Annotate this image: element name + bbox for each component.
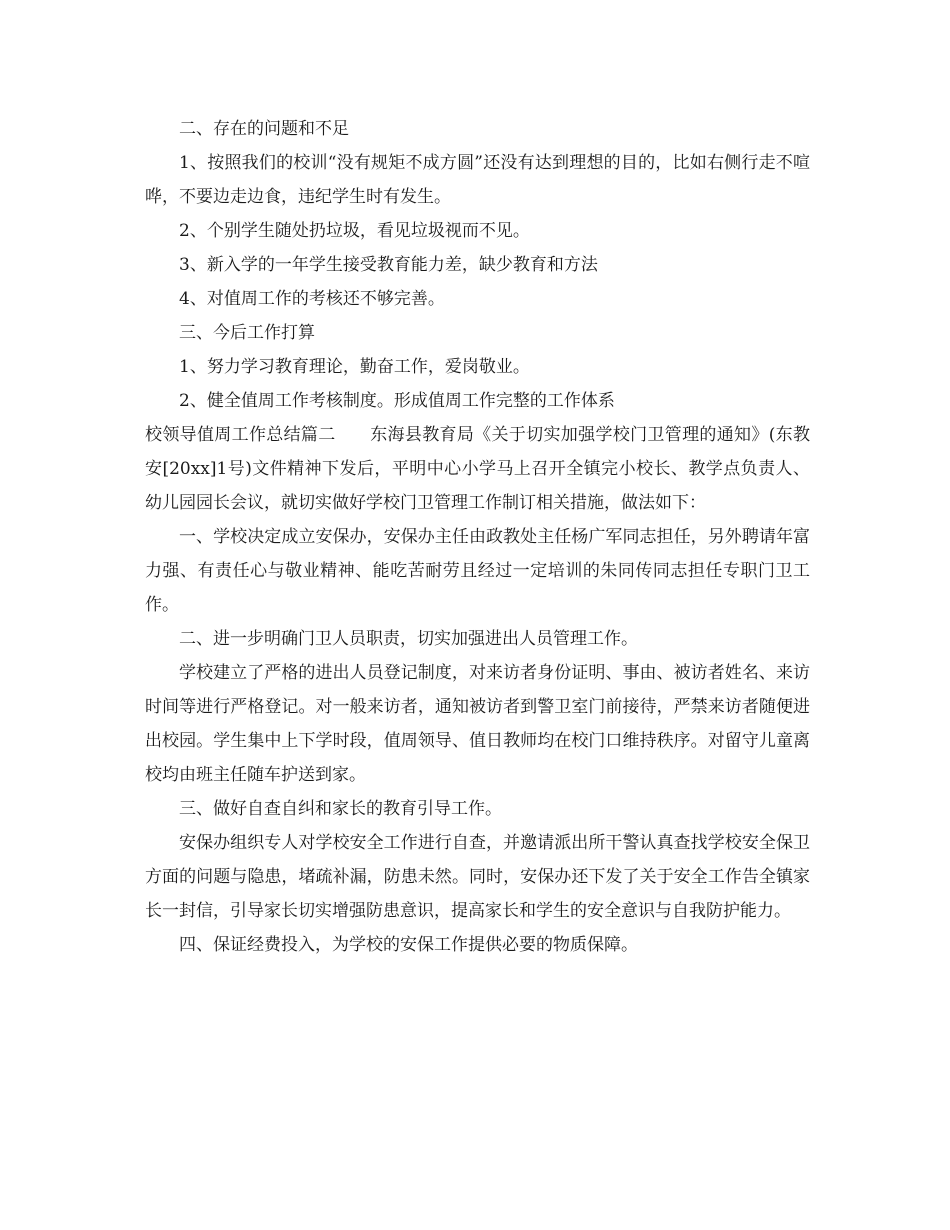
section-heading-self-check: 三、做好自查自纠和家长的教育引导工作。 — [179, 799, 502, 819]
paragraph: 2、健全值周工作考核制度。形成值周工作完整的工作体系 — [179, 391, 615, 411]
paragraph: 2、个别学生随处扔垃圾，看见垃圾视而不见。 — [179, 221, 530, 241]
paragraph: 安保办组织专人对学校安全工作进行自查，并邀请派出所干警认真查找学校安全保卫方面的问题与隐患，堵疏补漏，防患未然。同时，安保办还下发了关于安全工作告全镇家长一封信，引导家长切实增强防患意识，提高家长和学生的安全意识与自我防护能力。 — [145, 833, 810, 921]
section-heading-funding: 四、保证经费投入，为学校的安保工作提供必要的物质保障。 — [179, 935, 638, 955]
section-heading-guard-duties: 二、进一步明确门卫人员职责，切实加强进出人员管理工作。 — [179, 629, 638, 649]
paragraph: 4、对值周工作的考核还不够完善。 — [179, 289, 445, 309]
paragraph: 1、努力学习教育理论，勤奋工作，爱岗敬业。 — [179, 357, 530, 377]
paragraph: 3、新入学的一年学生接受教育能力差，缺少教育和方法 — [179, 255, 598, 275]
article-title-paragraph: 校领导值周工作总结篇二 东海县教育局《关于切实加强学校门卫管理的通知》(东教安[20xx]1号)文件精神下发后，平明中心小学马上召开全镇完小校长、教学点负责人、幼儿园园长会议，就切实做好学校门卫管理工作制订相关措施，做法如下： — [145, 425, 810, 513]
paragraph: 一、学校决定成立安保办，安保办主任由政教处主任杨广军同志担任，另外聘请年富力强、有责任心与敬业精神、能吃苦耐劳且经过一定培训的朱同传同志担任专职门卫工作。 — [145, 527, 810, 615]
paragraph: 学校建立了严格的进出人员登记制度，对来访者身份证明、事由、被访者姓名、来访时间等进行严格登记。对一般来访者，通知被访者到警卫室门前接待，严禁来访者随便进出校园。学生集中上下学时段，值周领导、值日教师均在校门口维持秩序。对留守儿童离校均由班主任随车护送到家。 — [145, 663, 810, 785]
document-body — [145, 112, 810, 962]
section-heading-future-plans: 三、今后工作打算 — [179, 323, 315, 343]
section-heading-problems: 二、存在的问题和不足 — [179, 119, 349, 139]
paragraph: 1、按照我们的校训“没有规矩不成方圆”还没有达到理想的目的，比如右侧行走不喧哗，不要边走边食，违纪学生时有发生。 — [145, 153, 810, 207]
